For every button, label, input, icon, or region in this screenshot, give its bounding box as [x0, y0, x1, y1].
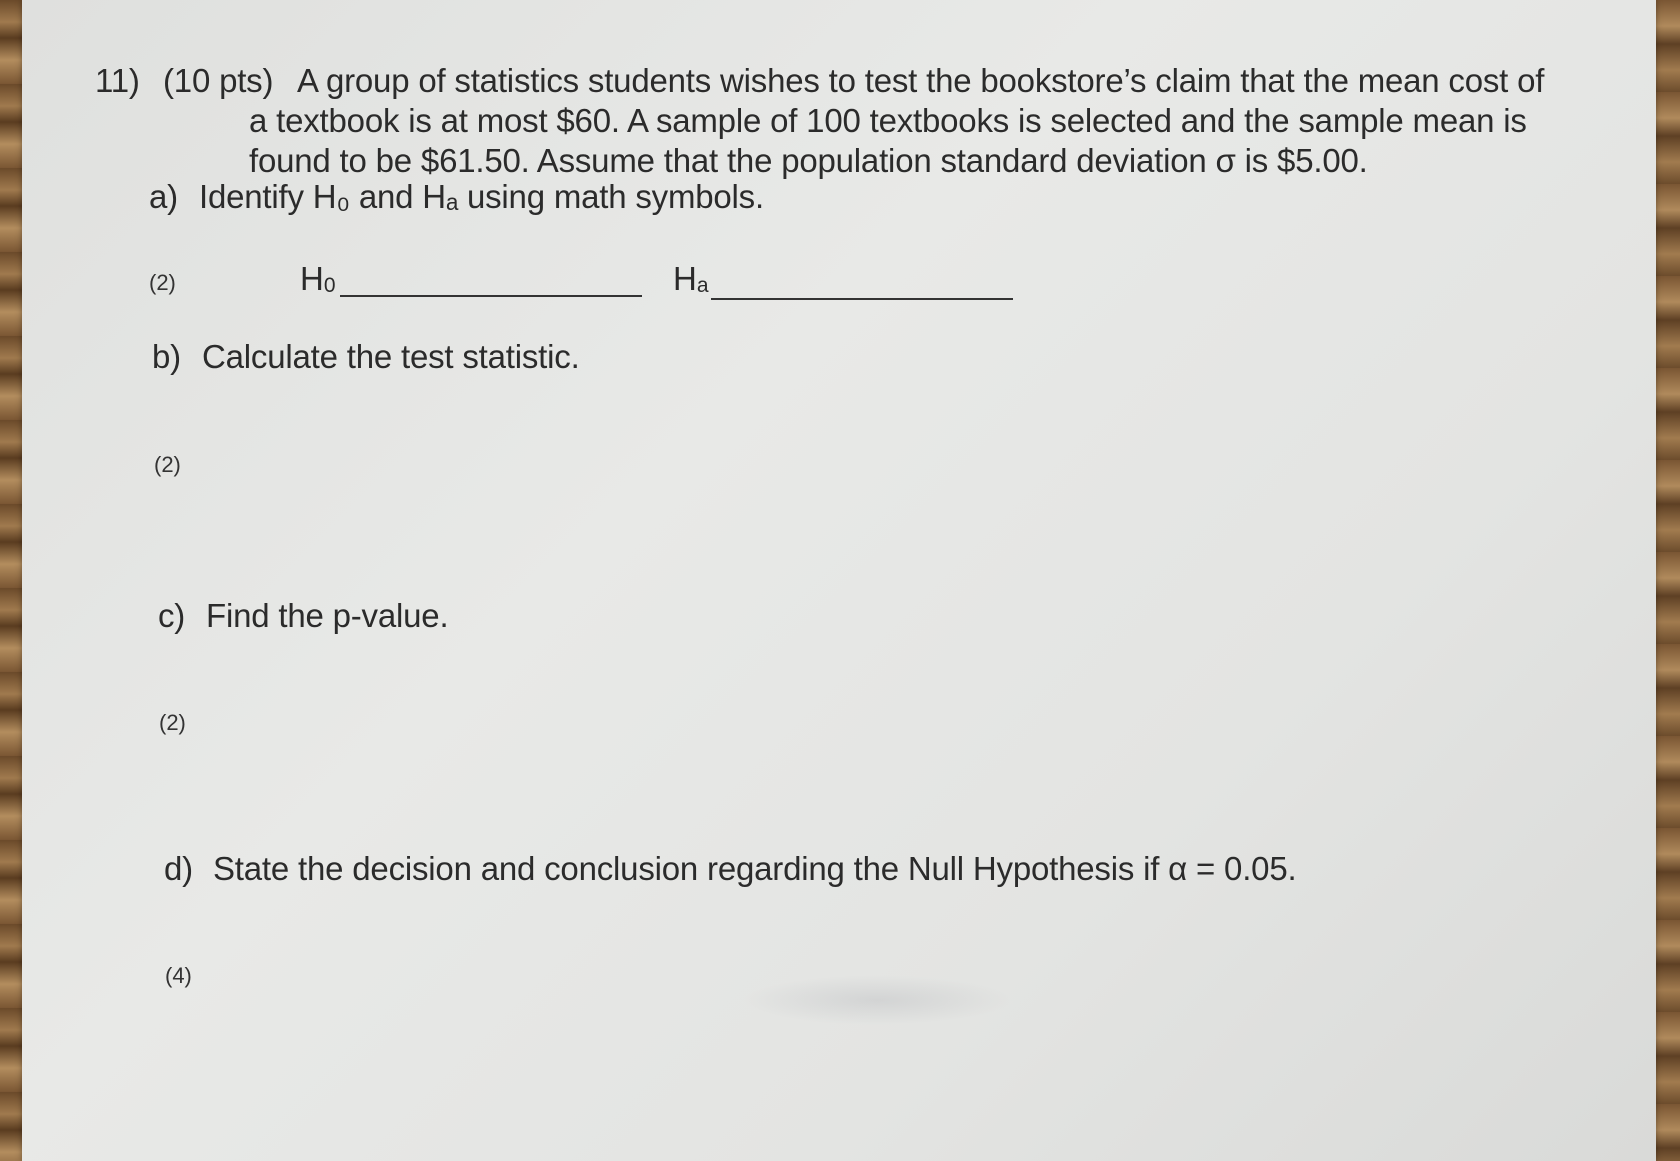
part-a-prompt: Identify H₀ and Hₐ using math symbols.	[199, 178, 764, 215]
null-hypothesis-label: $H_0$	[300, 260, 336, 297]
part-c-letter: c)	[158, 597, 186, 634]
part-a-letter: a)	[149, 178, 178, 215]
part-d-prompt: State the decision and conclusion regarding the Null Hypothesis if α = 0.05.	[213, 850, 1297, 887]
question-text-line-3: found to be $61.50. Assume that the population standard deviation σ is $5.00.	[249, 142, 1368, 179]
faded-bleed-through-mark	[742, 975, 1012, 1025]
alternative-hypothesis-answer-line[interactable]	[711, 298, 1013, 300]
part-b-prompt: Calculate the test statistic.	[202, 338, 580, 375]
part-b-points: (2)	[154, 452, 181, 477]
worksheet-page	[22, 0, 1656, 1161]
question-points: (10 pts)	[163, 62, 274, 99]
part-c-points: (2)	[159, 710, 186, 735]
part-c-prompt: Find the p-value.	[206, 597, 449, 634]
part-b-letter: b)	[152, 338, 181, 375]
part-a-points: (2)	[149, 270, 176, 295]
alternative-hypothesis-label: $H_a$	[673, 260, 709, 297]
part-d-letter: d)	[164, 850, 193, 887]
question-text-line-1: A group of statistics students wishes to test the bookstore’s claim that the mean cost of	[297, 62, 1545, 99]
question-text-line-2: a textbook is at most $60. A sample of 100 textbooks is selected and the sample mean is	[249, 102, 1527, 139]
question-number: 11)	[95, 62, 140, 99]
table-edge-right	[1654, 0, 1680, 1161]
null-hypothesis-answer-line[interactable]	[340, 295, 642, 297]
part-d-points: (4)	[165, 963, 192, 988]
